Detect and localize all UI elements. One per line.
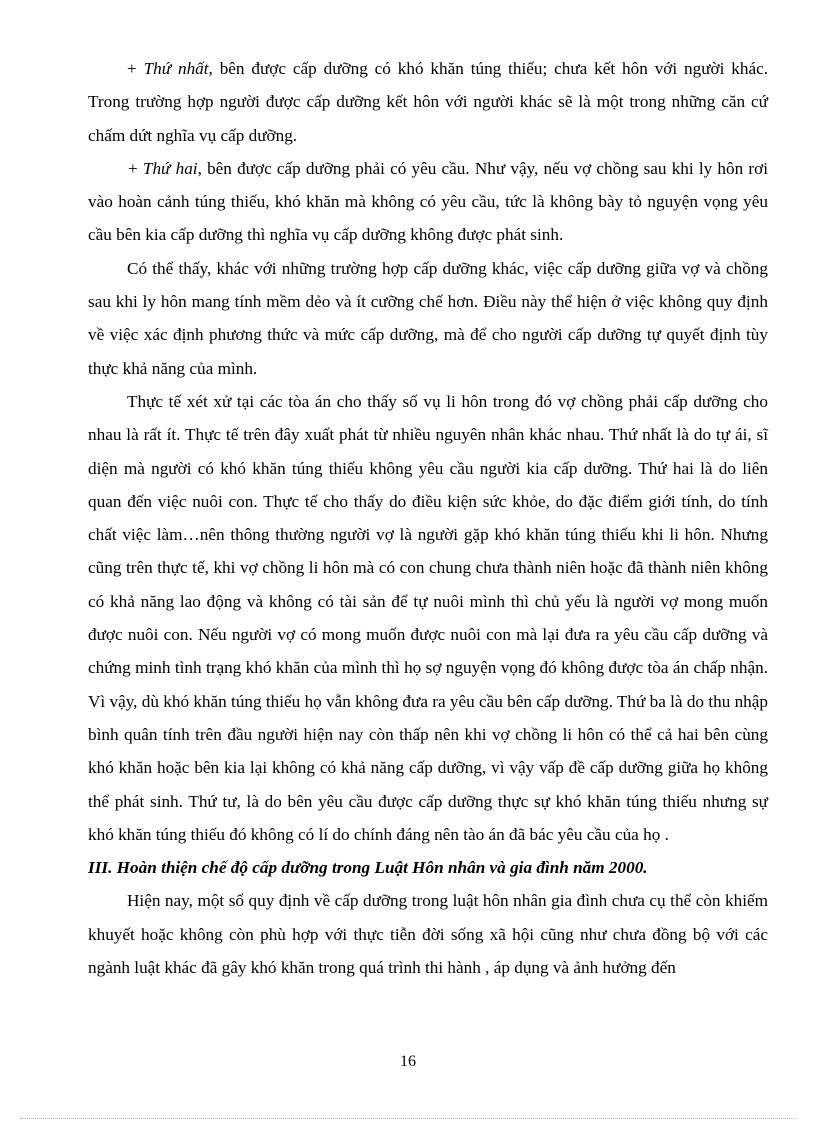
list-marker: + [128, 158, 143, 178]
emphasis-second: Thứ hai [142, 158, 198, 178]
paragraph-flexibility: Có thể thấy, khác với những trường hợp cấp dưỡng khác, việc cấp dưỡng giữa vợ và chồng sau khi ly hôn mang tính mềm dẻo và ít cưỡng chế hơn. Điều này thể hiện ở việc không quy định về việc xác định phương thức và mức cấp dưỡng, mà để cho người cấp dưỡng tự quyết định tùy thực khả năng của mình. [88, 258, 768, 378]
paragraph-court-practice: Thực tế xét xử tại các tòa án cho thấy số vụ li hôn trong đó vợ chồng phải cấp dưỡng cho nhau là rất ít. Thực tế trên đây xuất phát từ nhiều nguyên nhân khác nhau. Thứ nhất là do tự ái, sĩ diện mà người có khó khăn túng thiếu không yêu cầu người kia cấp dưỡng. Thứ hai là do liên quan đến việc nuôi con. Thực tế cho thấy do điều kiện sức khỏe, do đặc điểm giới tính, do tính chất việc làm…nên thông thường người vợ là người gặp khó khăn túng thiếu khi li hôn. Nhưng cũng trên thực tế, khi vợ chồng li hôn mà có con chung chưa thành niên hoặc đã thành niên không có khả năng lao động và không có tài sản để tự nuôi mình thì chủ yếu là người vợ mong muốn được nuôi con. Nếu người vợ có mong muốn được nuôi con mà lại đưa ra yêu cầu cấp dưỡng và chứng minh tình trạng khó khăn của mình thì họ sợ nguyện vọng đó không được tòa án chấp nhận. Vì vậy, dù khó khăn túng thiếu họ vẫn không đưa ra yêu cầu bên cấp dưỡng. Thứ ba là do thu nhập bình quân tính trên đầu người hiện nay còn thấp nên khi vợ chồng li hôn có thể cả hai bên cùng khó khăn hoặc bên kia lại không có khả năng cấp dưỡng, vì vậy vấp đề cấp dưỡng giữa họ không thể phát sinh. Thứ tư, là do bên yêu cầu được cấp dưỡng thực sự khó khăn túng thiếu nhưng sự khó khăn túng thiếu đó không có lí do chính đáng nên tào án đã bác yêu cầu của họ . [88, 391, 768, 844]
paragraph-first-condition [88, 52, 768, 152]
paragraph-second-condition [88, 152, 768, 252]
paragraph-closing: Hiện nay, một số quy định về cấp dưỡng trong luật hôn nhân gia đình chưa cụ thể còn khiếm khuyết hoặc không còn phù hợp với thực tiễn đời sống xã hội cũng như chưa đồng bộ với các ngành luật khác đã gây khó khăn trong quá trình thi hành , áp dụng và ảnh hưởng đến [88, 891, 768, 978]
page-number: 16 [400, 1053, 416, 1070]
paragraph-text: bên được cấp dưỡng có khó khăn túng thiếu; chưa kết hôn với người khác. Trong trường hợp người được cấp dưỡng kết hôn với người khác sẽ là một trong những căn cứ chấm dứt nghĩa vụ cấp dưỡng. [88, 59, 769, 145]
emphasis-first: Thứ nhất, [143, 59, 213, 78]
page-bottom-divider [20, 1118, 796, 1119]
section-heading: III. Hoàn thiện chế độ cấp dưỡng trong Luật Hôn nhân và gia đình năm 2000. [88, 858, 648, 878]
paragraph-text: , bên được cấp dưỡng phải có yêu cầu. Như vậy, nếu vợ chồng sau khi ly hôn rơi vào hoàn cảnh túng thiếu, khó khăn mà không có yêu cầu, tức là không bày tỏ nguyện vọng yêu cầu bên kia cấp dưỡng thì nghĩa vụ cấp dưỡng không được phát sinh. [88, 158, 768, 245]
document-page [88, 52, 768, 984]
list-marker: + [127, 59, 144, 78]
